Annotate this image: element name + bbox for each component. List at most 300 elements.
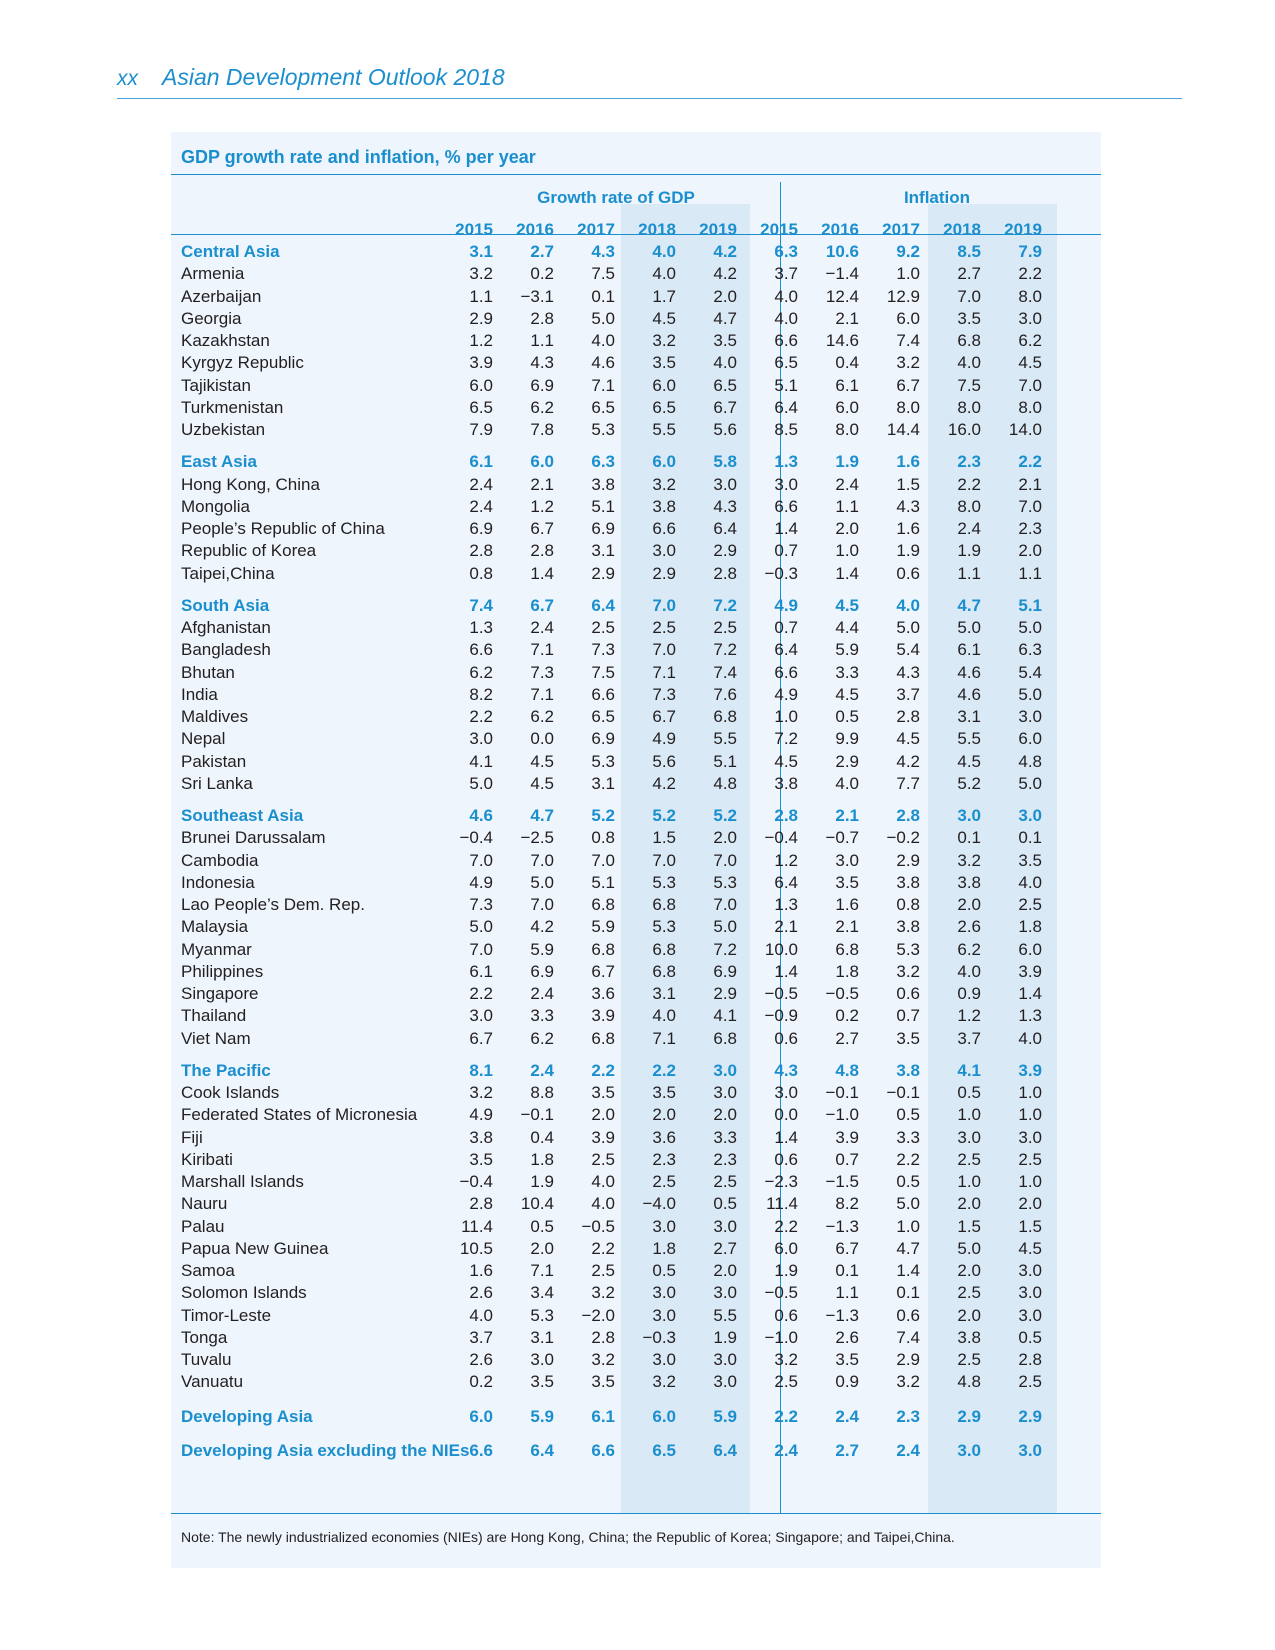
economy-row: [171, 1192, 1101, 1215]
page-header: [117, 62, 1182, 99]
value-cell: 7.4: [896, 331, 920, 350]
value-cell: 2.4: [896, 1440, 920, 1460]
value-cell: 4.0: [469, 1305, 493, 1325]
value-cell: 3.0: [957, 806, 981, 825]
economy-row: [171, 1103, 1101, 1126]
value-cell: 1.4: [774, 961, 798, 981]
row-label: Southeast Asia: [181, 806, 304, 825]
value-cell: 5.9: [591, 917, 615, 937]
value-cell: −4.0: [642, 1194, 676, 1214]
value-cell: 2.6: [469, 1283, 493, 1303]
value-cell: 2.8: [896, 707, 920, 726]
value-cell: 6.1: [469, 961, 493, 981]
row-label: Solomon Islands: [181, 1283, 307, 1303]
value-cell: 3.4: [530, 1283, 554, 1303]
value-cell: 6.7: [530, 595, 554, 615]
value-cell: 2.5: [652, 1172, 676, 1191]
value-cell: 7.1: [530, 684, 554, 704]
value-cell: 8.5: [957, 242, 981, 261]
value-cell: 1.2: [530, 496, 554, 516]
region-row: [171, 1059, 1101, 1082]
value-cell: 4.2: [713, 242, 737, 261]
row-label: Sri Lanka: [181, 773, 253, 793]
value-cell: 4.2: [713, 264, 737, 284]
value-cell: 5.1: [591, 872, 615, 892]
value-cell: 7.0: [1018, 496, 1042, 516]
value-cell: 4.6: [957, 684, 981, 704]
table-title: GDP growth rate and inflation, % per year: [181, 147, 536, 167]
value-cell: 1.6: [896, 519, 920, 538]
value-cell: −1.0: [764, 1327, 798, 1347]
economy-row: [171, 539, 1101, 562]
value-cell: 6.0: [774, 1238, 798, 1258]
value-cell: 6.1: [591, 1406, 615, 1426]
economy-row: [171, 1259, 1101, 1282]
value-cell: 3.0: [652, 1216, 676, 1236]
value-cell: 1.9: [774, 1261, 798, 1280]
row-label: Tajikistan: [181, 375, 251, 395]
row-label: Armenia: [181, 264, 245, 284]
value-cell: 3.5: [652, 1083, 676, 1102]
value-cell: 3.7: [774, 264, 798, 284]
value-cell: 1.8: [530, 1149, 554, 1169]
value-cell: 5.0: [1018, 773, 1042, 793]
value-cell: 2.1: [1018, 474, 1042, 494]
value-cell: 6.9: [530, 375, 554, 395]
value-cell: 4.5: [530, 751, 554, 771]
value-cell: 2.7: [957, 264, 981, 284]
year-header: 2015: [455, 220, 493, 239]
value-cell: 1.4: [835, 563, 859, 583]
value-cell: 6.5: [713, 375, 737, 395]
value-cell: 3.5: [469, 1149, 493, 1169]
value-cell: 3.1: [530, 1327, 554, 1347]
value-cell: 4.3: [713, 496, 737, 516]
value-cell: 2.5: [591, 618, 615, 637]
value-cell: 3.0: [957, 1440, 981, 1460]
value-cell: 3.0: [652, 1350, 676, 1369]
economy-row: [171, 418, 1101, 441]
value-cell: 3.3: [835, 662, 859, 682]
value-cell: 1.2: [957, 1006, 981, 1026]
value-cell: 4.9: [469, 1105, 493, 1125]
value-cell: 0.7: [896, 1006, 920, 1026]
value-cell: 6.0: [896, 308, 920, 328]
value-cell: 11.4: [461, 1216, 493, 1236]
value-cell: 7.9: [469, 420, 493, 439]
group-label-inflation: Inflation: [903, 188, 971, 207]
value-cell: 7.0: [713, 850, 737, 870]
value-cell: 6.8: [835, 939, 859, 959]
value-cell: 3.8: [896, 872, 920, 892]
value-cell: 3.2: [469, 264, 493, 284]
value-cell: 3.8: [652, 496, 676, 516]
value-cell: 6.1: [835, 375, 859, 395]
value-cell: 2.9: [469, 308, 493, 328]
value-cell: 3.0: [957, 1127, 981, 1147]
value-cell: 12.4: [825, 286, 859, 306]
row-label: Bhutan: [181, 662, 235, 682]
value-cell: 3.8: [469, 1127, 493, 1147]
value-cell: 6.8: [713, 707, 737, 726]
value-cell: 7.0: [591, 850, 615, 870]
value-cell: 5.3: [652, 872, 676, 892]
table-note: Note: The newly industrialized economies (NIEs) are Hong Kong, China; the Republic of Korea; Singapore; and Taipei,China.: [181, 1529, 955, 1545]
value-cell: 3.0: [1018, 308, 1042, 328]
economy-row: [171, 1304, 1101, 1327]
value-cell: 8.0: [1018, 286, 1042, 306]
year-header: 2019: [699, 220, 737, 239]
value-cell: 5.5: [713, 729, 737, 749]
value-cell: 10.6: [825, 242, 859, 261]
economy-row: [171, 683, 1101, 706]
value-cell: 6.0: [652, 452, 676, 472]
row-label: India: [181, 684, 218, 704]
value-cell: 6.0: [1018, 729, 1042, 749]
value-cell: 0.1: [591, 286, 615, 306]
value-cell: 5.3: [896, 939, 920, 959]
value-cell: 2.4: [469, 496, 493, 516]
value-cell: 3.2: [652, 1372, 676, 1392]
value-cell: 2.8: [469, 541, 493, 561]
value-cell: 6.2: [1018, 331, 1042, 350]
value-cell: 10.5: [459, 1238, 493, 1258]
value-cell: 3.9: [591, 1006, 615, 1026]
row-label: Georgia: [181, 308, 242, 328]
value-cell: 6.0: [469, 1406, 493, 1426]
economy-row: [171, 960, 1101, 983]
value-cell: 2.0: [835, 519, 859, 538]
row-label: Mongolia: [181, 496, 250, 516]
value-cell: 3.7: [896, 684, 920, 704]
value-cell: 7.0: [1018, 375, 1042, 395]
value-cell: −0.3: [642, 1327, 676, 1347]
value-cell: 1.2: [774, 850, 798, 870]
value-cell: −0.4: [459, 828, 493, 848]
value-cell: 6.5: [591, 397, 615, 417]
value-cell: −0.1: [825, 1083, 859, 1102]
value-cell: 7.4: [896, 1327, 920, 1347]
value-cell: 3.8: [957, 872, 981, 892]
value-cell: 6.8: [713, 1028, 737, 1048]
value-cell: 8.2: [469, 684, 493, 704]
row-label: Central Asia: [181, 242, 280, 261]
value-cell: −0.9: [764, 1006, 798, 1026]
value-cell: 2.8: [591, 1327, 615, 1347]
value-cell: 1.1: [835, 1283, 859, 1303]
value-cell: 8.8: [530, 1083, 554, 1102]
value-cell: 1.0: [774, 707, 798, 726]
value-cell: 5.0: [957, 618, 981, 637]
row-label: Thailand: [181, 1006, 247, 1026]
economy-row: [171, 1027, 1101, 1050]
value-cell: 5.6: [713, 420, 737, 439]
value-cell: 0.1: [1018, 828, 1042, 848]
value-cell: 2.6: [835, 1327, 859, 1347]
value-cell: 3.5: [835, 872, 859, 892]
value-cell: 7.1: [652, 662, 676, 682]
row-label: Myanmar: [181, 939, 252, 959]
value-cell: 4.1: [469, 751, 493, 771]
value-cell: 6.3: [774, 242, 798, 261]
economy-row: [171, 307, 1101, 330]
value-cell: 1.0: [1018, 1105, 1042, 1125]
value-cell: 2.5: [713, 618, 737, 637]
value-cell: 5.2: [713, 806, 737, 825]
row-label: Vanuatu: [181, 1372, 244, 1392]
year-header: 2015: [760, 220, 798, 239]
row-label: Kyrgyz Republic: [181, 353, 304, 373]
value-cell: 0.6: [896, 563, 920, 583]
value-cell: 8.0: [957, 397, 981, 417]
value-cell: 2.5: [591, 1149, 615, 1169]
value-cell: 2.2: [591, 1060, 615, 1080]
value-cell: 6.6: [774, 496, 798, 516]
value-cell: 2.6: [469, 1350, 493, 1369]
value-cell: 4.5: [530, 773, 554, 793]
value-cell: 6.0: [530, 452, 554, 472]
value-cell: 4.3: [530, 353, 554, 373]
value-cell: 4.9: [774, 684, 798, 704]
value-cell: 3.7: [957, 1028, 981, 1048]
value-cell: 4.5: [896, 729, 920, 749]
value-cell: 0.6: [896, 984, 920, 1003]
value-cell: 6.2: [530, 707, 554, 726]
value-cell: 7.0: [652, 595, 676, 615]
row-label: Taipei,China: [181, 563, 275, 583]
value-cell: 2.3: [1018, 519, 1042, 538]
value-cell: 4.2: [652, 773, 676, 793]
value-cell: 1.0: [957, 1172, 981, 1191]
value-cell: 7.0: [652, 850, 676, 870]
value-cell: −0.4: [459, 1172, 493, 1191]
value-cell: 6.8: [591, 939, 615, 959]
year-header: 2017: [882, 220, 920, 239]
value-cell: 3.5: [957, 308, 981, 328]
value-cell: 0.7: [774, 541, 798, 561]
value-cell: 2.4: [530, 618, 554, 637]
value-cell: 1.9: [530, 1172, 554, 1191]
value-cell: 6.8: [957, 331, 981, 350]
value-cell: 6.4: [591, 595, 615, 615]
value-cell: 2.5: [1018, 895, 1042, 914]
value-cell: 2.8: [530, 541, 554, 561]
value-cell: 5.0: [1018, 684, 1042, 704]
row-label: Cambodia: [181, 850, 259, 870]
value-cell: 6.5: [652, 397, 676, 417]
value-cell: 4.6: [469, 806, 493, 825]
value-cell: 0.5: [896, 1105, 920, 1125]
value-cell: 1.5: [1018, 1216, 1042, 1236]
year-header: 2018: [638, 220, 676, 239]
value-cell: 1.9: [835, 452, 859, 472]
economy-row: [171, 750, 1101, 773]
value-cell: 1.6: [835, 895, 859, 914]
top-rule: [171, 174, 1101, 175]
value-cell: 3.9: [835, 1127, 859, 1147]
value-cell: 7.5: [591, 662, 615, 682]
value-cell: 5.2: [591, 806, 615, 825]
economy-row: [171, 495, 1101, 518]
value-cell: 4.0: [957, 961, 981, 981]
value-cell: 4.5: [652, 308, 676, 328]
economy-row: [171, 826, 1101, 849]
value-cell: 3.0: [530, 1350, 554, 1369]
value-cell: 0.6: [896, 1305, 920, 1325]
value-cell: 0.6: [774, 1149, 798, 1169]
value-cell: 3.9: [1018, 1060, 1042, 1080]
value-cell: 3.0: [713, 1216, 737, 1236]
value-cell: 2.1: [835, 917, 859, 937]
row-label: Hong Kong, China: [181, 474, 320, 494]
value-cell: 2.5: [957, 1149, 981, 1169]
value-cell: 2.4: [530, 1060, 554, 1080]
value-cell: 3.8: [774, 773, 798, 793]
value-cell: 1.3: [469, 618, 493, 637]
value-cell: 2.0: [957, 895, 981, 914]
value-cell: 3.5: [591, 1372, 615, 1392]
value-cell: 0.5: [896, 1172, 920, 1191]
value-cell: 6.2: [530, 397, 554, 417]
value-cell: 4.9: [774, 595, 798, 615]
economy-row: [171, 871, 1101, 894]
value-cell: 0.8: [896, 895, 920, 914]
value-cell: 4.7: [530, 806, 554, 825]
economy-row: [171, 285, 1101, 308]
value-cell: 3.0: [652, 1305, 676, 1325]
value-cell: 1.8: [652, 1238, 676, 1258]
value-cell: 6.3: [1018, 640, 1042, 660]
economy-row: [171, 661, 1101, 684]
value-cell: 5.4: [1018, 662, 1042, 682]
economy-row: [171, 849, 1101, 872]
value-cell: 2.1: [530, 474, 554, 494]
row-label: Pakistan: [181, 751, 247, 771]
value-cell: 3.0: [713, 1283, 737, 1303]
value-cell: 3.1: [591, 773, 615, 793]
value-cell: −2.0: [581, 1305, 615, 1325]
value-cell: 3.0: [774, 1083, 798, 1102]
value-cell: 3.1: [652, 984, 676, 1003]
value-cell: 7.2: [713, 595, 737, 615]
value-cell: 2.5: [713, 1172, 737, 1191]
value-cell: 3.2: [957, 850, 981, 870]
value-cell: 5.5: [652, 420, 676, 439]
value-cell: 6.4: [774, 872, 798, 892]
value-cell: 6.6: [591, 684, 615, 704]
value-cell: −0.5: [764, 984, 798, 1003]
economy-row: [171, 1281, 1101, 1304]
value-cell: 7.3: [469, 895, 493, 914]
value-cell: 7.0: [530, 895, 554, 914]
value-cell: 10.0: [764, 939, 798, 959]
value-cell: 5.8: [713, 452, 737, 472]
value-cell: 7.9: [1018, 242, 1042, 261]
value-cell: −0.7: [825, 828, 859, 848]
value-cell: 6.7: [713, 397, 737, 417]
economy-row: [171, 1215, 1101, 1238]
row-label: Republic of Korea: [181, 541, 317, 561]
value-cell: 7.8: [530, 420, 554, 439]
value-cell: 2.4: [469, 474, 493, 494]
value-cell: 6.5: [591, 707, 615, 726]
value-cell: 0.4: [530, 1127, 554, 1147]
value-cell: 0.4: [835, 353, 859, 373]
value-cell: 3.0: [469, 1006, 493, 1026]
value-cell: 2.7: [530, 242, 554, 261]
value-cell: 1.3: [774, 452, 798, 472]
value-cell: 2.2: [774, 1216, 798, 1236]
value-cell: 0.1: [957, 828, 981, 848]
value-cell: 6.0: [469, 375, 493, 395]
value-cell: 7.2: [713, 939, 737, 959]
value-cell: 5.0: [713, 917, 737, 937]
value-cell: 6.0: [1018, 939, 1042, 959]
value-cell: 2.2: [957, 474, 981, 494]
economy-row: [171, 396, 1101, 419]
value-cell: 6.4: [713, 1440, 737, 1460]
value-cell: 7.0: [652, 640, 676, 660]
value-cell: 3.1: [591, 541, 615, 561]
value-cell: 0.9: [957, 984, 981, 1003]
value-cell: 3.0: [713, 1060, 737, 1080]
value-cell: 6.9: [469, 519, 493, 538]
value-cell: 3.0: [1018, 1440, 1042, 1460]
value-cell: 2.0: [713, 1105, 737, 1125]
value-cell: 6.3: [591, 452, 615, 472]
value-cell: 2.0: [713, 828, 737, 848]
value-cell: 0.2: [469, 1372, 493, 1392]
value-cell: 2.5: [774, 1372, 798, 1392]
value-cell: 5.3: [530, 1305, 554, 1325]
value-cell: 5.1: [1018, 595, 1042, 615]
value-cell: 1.8: [1018, 917, 1042, 937]
value-cell: 6.6: [469, 640, 493, 660]
row-label: Palau: [181, 1216, 225, 1236]
value-cell: 2.4: [530, 984, 554, 1003]
value-cell: 4.3: [591, 242, 615, 261]
row-label: Nepal: [181, 729, 226, 749]
economy-row: [171, 1081, 1101, 1104]
value-cell: 8.2: [835, 1194, 859, 1214]
row-label: Singapore: [181, 984, 259, 1003]
value-cell: −1.3: [825, 1305, 859, 1325]
value-cell: 1.0: [957, 1105, 981, 1125]
value-cell: 6.6: [469, 1440, 493, 1460]
economy-row: [171, 1326, 1101, 1349]
value-cell: 1.0: [896, 1216, 920, 1236]
value-cell: 5.2: [957, 773, 981, 793]
value-cell: 2.5: [957, 1283, 981, 1303]
economy-row: [171, 1348, 1101, 1371]
row-label: Bangladesh: [181, 640, 271, 660]
row-label: Brunei Darussalam: [181, 828, 326, 848]
value-cell: 7.7: [896, 773, 920, 793]
value-cell: 7.5: [957, 375, 981, 395]
value-cell: −0.5: [581, 1216, 615, 1236]
value-cell: 4.0: [896, 595, 920, 615]
value-cell: 2.4: [835, 474, 859, 494]
value-cell: 7.2: [774, 729, 798, 749]
value-cell: 8.1: [469, 1060, 493, 1080]
value-cell: 4.6: [957, 662, 981, 682]
value-cell: 5.3: [591, 751, 615, 771]
value-cell: 6.5: [652, 1440, 676, 1460]
gdp-inflation-table: [171, 132, 1101, 1568]
value-cell: 6.6: [652, 519, 676, 538]
value-cell: 4.0: [1018, 1028, 1042, 1048]
value-cell: 1.5: [957, 1216, 981, 1236]
